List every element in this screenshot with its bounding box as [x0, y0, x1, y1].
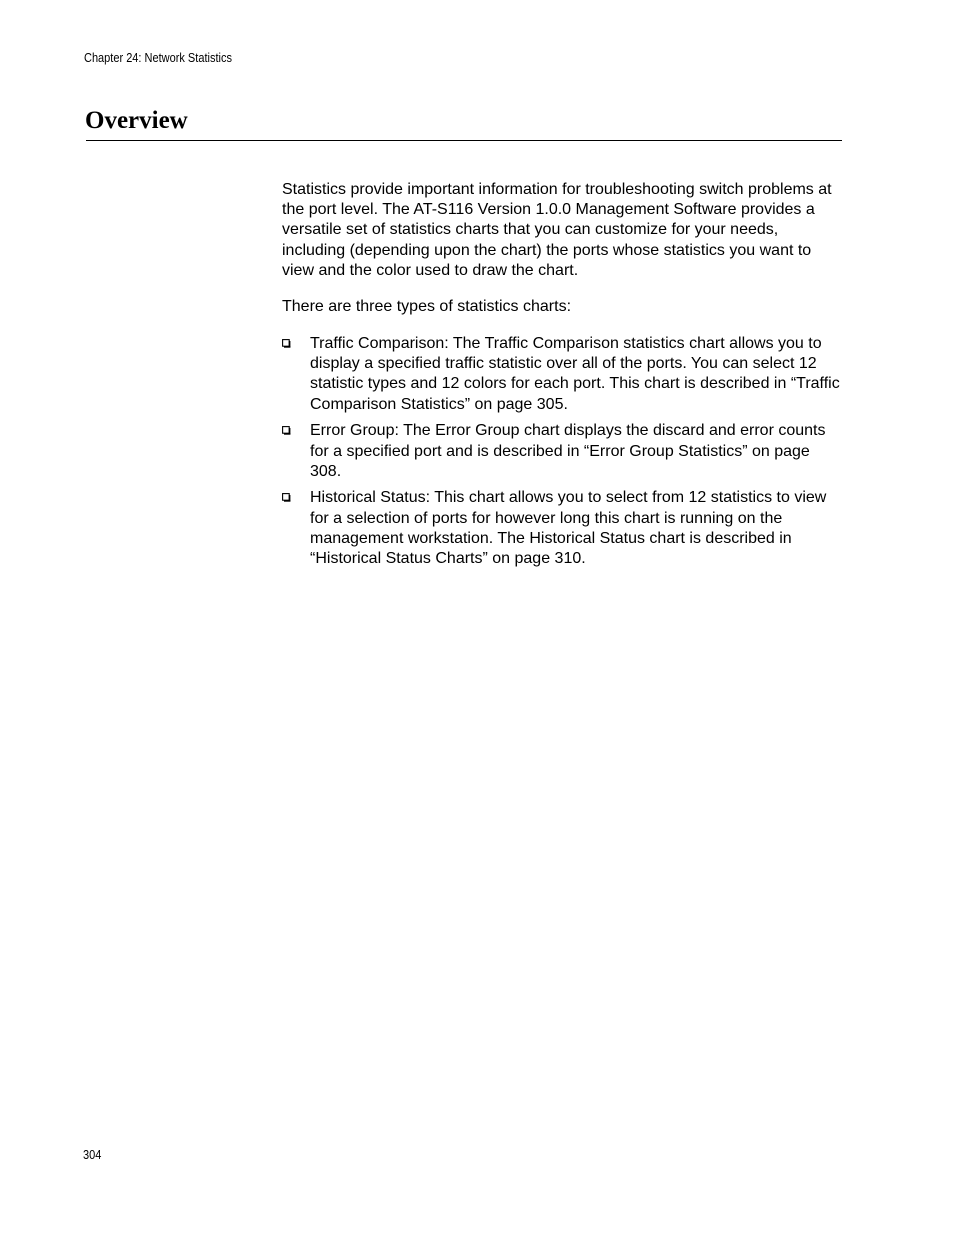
list-item-text: Error Group: The Error Group chart displays the discard and error counts for a specified port and is described in “Error Group Statistics” on page 308.: [310, 422, 826, 480]
section-title: Overview: [85, 107, 188, 134]
checkbox-bullet-icon: [282, 426, 291, 435]
checkbox-bullet-icon: [282, 493, 291, 502]
chart-types-list: [282, 334, 844, 569]
chart-types-intro: There are three types of statistics charts:: [282, 298, 572, 315]
list-item: [282, 334, 844, 415]
list-item: [282, 421, 844, 482]
page-number: 304: [83, 1148, 102, 1162]
list-item-text: Historical Status: This chart allows you to select from 12 statistics to view for a selection of ports for however long this chart is running on the management workstation. The Historical Status chart is described in “Historical Status Charts” on page 310.: [310, 489, 827, 568]
title-rule: [86, 140, 842, 141]
running-header: Chapter 24: Network Statistics: [84, 51, 232, 65]
checkbox-bullet-icon: [282, 339, 291, 348]
list-item-text: Traffic Comparison: The Traffic Comparison statistics chart allows you to display a specified traffic statistic over all of the ports. You can select 12 statistic types and 12 colors for each port. This chart is described in “Traffic Comparison Statistics” on page 305.: [310, 335, 840, 413]
list-item: [282, 488, 844, 569]
intro-paragraph: Statistics provide important information for troubleshooting switch problems at the port level. The AT-S116 Version 1.0.0 Management Software provides a versatile set of statistics charts that you can customize for your needs, including (depending upon the chart) the ports whose statistics you want to view and the color used to draw the chart.: [282, 181, 832, 279]
